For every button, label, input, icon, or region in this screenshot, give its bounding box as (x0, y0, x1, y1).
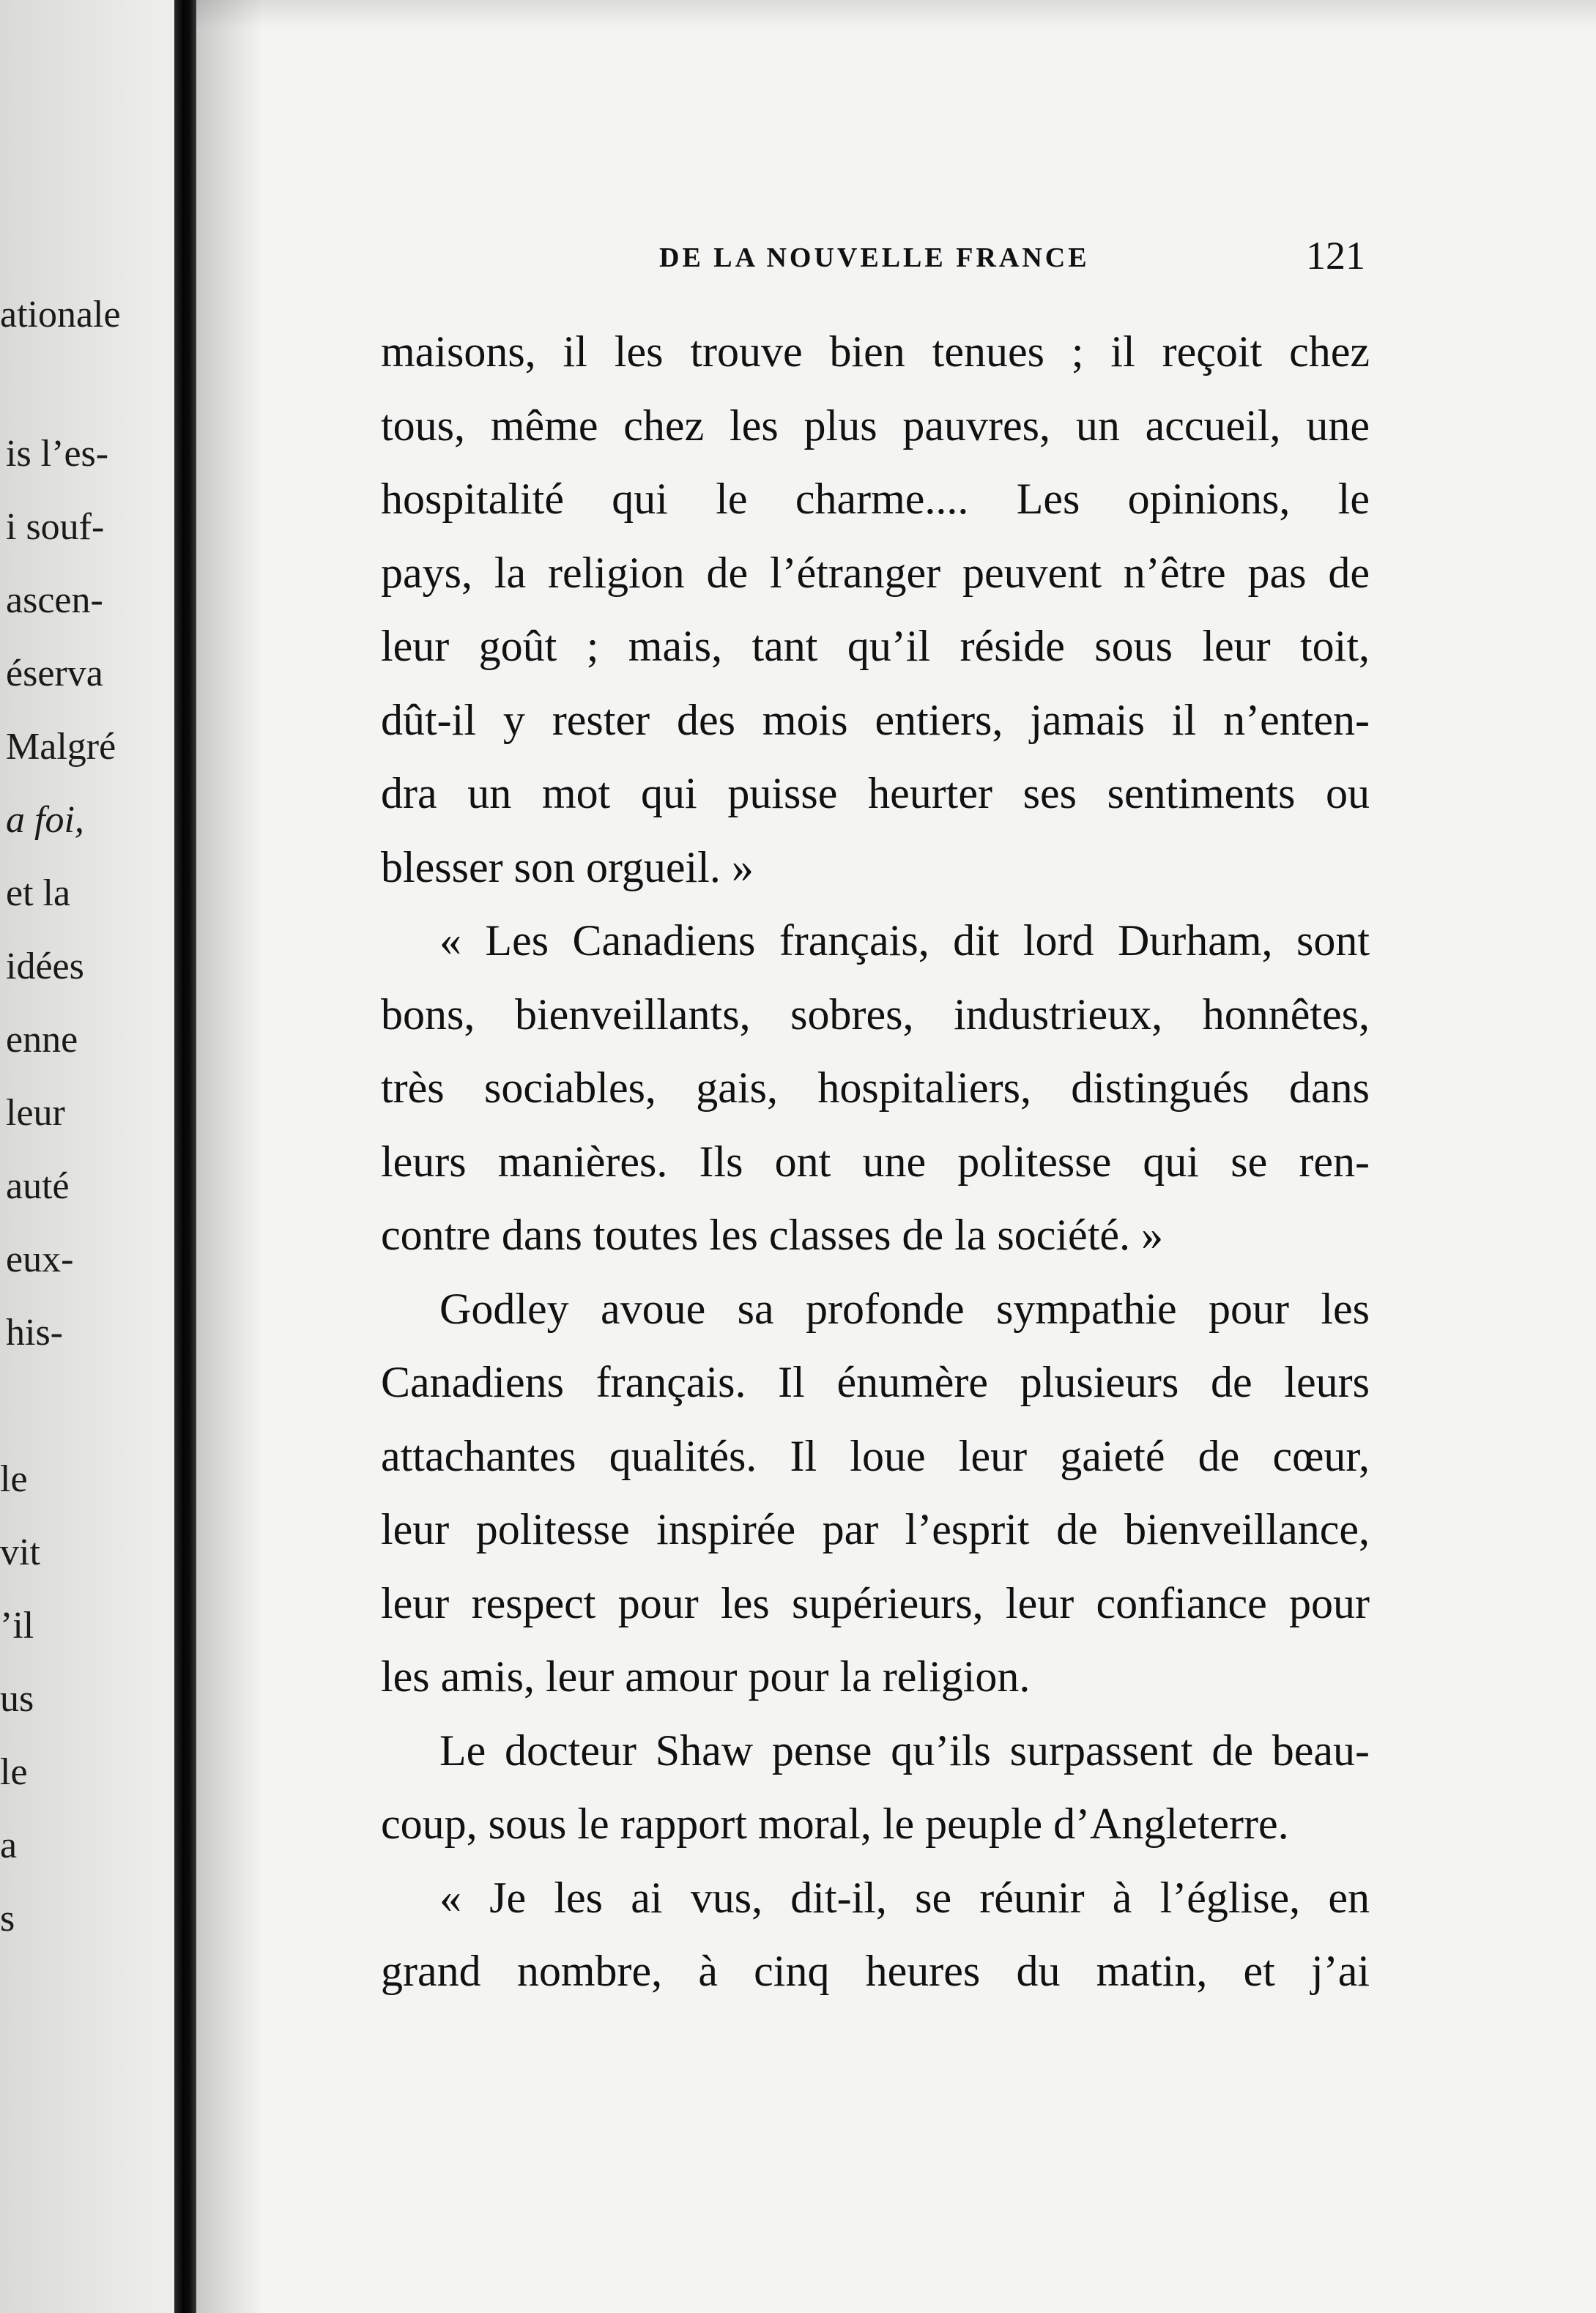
book-gutter (174, 0, 196, 2313)
text-line: grand nombre, à cinq heures du matin, et j’ai (381, 1947, 1370, 1995)
facing-page-line: i souf- (6, 506, 105, 548)
text-line: Le docteur Shaw pense qu’ils surpassent de beau- (439, 1726, 1370, 1775)
running-header-title: DE LA NOUVELLE FRANCE (659, 242, 1090, 273)
facing-page-line: us (0, 1678, 34, 1720)
facing-page-line: leur (6, 1092, 65, 1134)
facing-page-fragment (0, 0, 194, 2313)
facing-page-line: is l’es- (6, 433, 109, 475)
facing-page-line: auté (6, 1165, 70, 1207)
facing-page-line: le (0, 1458, 28, 1500)
text-line: leurs manières. Ils ont une politesse qui se ren- (381, 1137, 1370, 1186)
facing-page-line: ascen- (6, 579, 103, 621)
facing-page-line: a foi, (6, 799, 84, 841)
facing-page-line: Malgré (6, 726, 116, 768)
text-line: contre dans toutes les classes de la société. » (381, 1211, 1163, 1259)
text-line: « Les Canadiens français, dit lord Durham, sont (439, 916, 1370, 965)
text-line: très sociables, gais, hospitaliers, distingués dans (381, 1063, 1370, 1112)
text-line: dût-il y rester des mois entiers, jamais il n’enten- (381, 695, 1370, 744)
facing-page-line: ’il (0, 1605, 34, 1646)
facing-page-line: idées (6, 946, 84, 987)
facing-page-line: le (0, 1751, 28, 1793)
text-line: dra un mot qui puisse heurter ses sentiments ou (381, 769, 1370, 817)
facing-page-line: et la (6, 872, 71, 914)
facing-page-line: his- (6, 1312, 63, 1354)
text-line: attachantes qualités. Il loue leur gaieté de cœur, (381, 1431, 1370, 1480)
text-line: « Je les ai vus, dit-il, se réunir à l’église, en (439, 1873, 1370, 1922)
text-line: Godley avoue sa profonde sympathie pour les (439, 1284, 1370, 1333)
text-line: maisons, il les trouve bien tenues ; il reçoit chez (381, 327, 1370, 376)
facing-page-line: eux- (6, 1239, 74, 1280)
page-number: 121 (1306, 234, 1365, 278)
text-line: pays, la religion de l’étranger peuvent n’être pas de (381, 548, 1370, 597)
text-line: Canadiens français. Il énumère plusieurs de leurs (381, 1358, 1370, 1406)
text-line: coup, sous le rapport moral, le peuple d’Angleterre. (381, 1800, 1289, 1848)
top-edge-shadow (196, 0, 1596, 29)
text-line: tous, même chez les plus pauvres, un accueil, une (381, 401, 1370, 450)
text-line: les amis, leur amour pour la religion. (381, 1652, 1031, 1701)
facing-page-line: s (0, 1898, 15, 1939)
facing-page-line: a (0, 1824, 18, 1866)
facing-page-line: ationale (0, 294, 121, 335)
text-line: hospitalité qui le charme.... Les opinions, le (381, 475, 1370, 523)
facing-page-line: enne (6, 1019, 78, 1061)
facing-page-line: vit (0, 1532, 40, 1573)
facing-page-line: éserva (6, 653, 103, 694)
text-line: leur politesse inspirée par l’esprit de bienveillance, (381, 1505, 1370, 1553)
body-text (381, 315, 1370, 2008)
gutter-shadow (196, 0, 262, 2313)
text-line: leur goût ; mais, tant qu’il réside sous leur toit, (381, 622, 1370, 670)
text-line: bons, bienveillants, sobres, industrieux, honnêtes, (381, 990, 1370, 1039)
text-line: leur respect pour les supérieurs, leur confiance pour (381, 1578, 1370, 1627)
text-line: blesser son orgueil. » (381, 842, 754, 891)
